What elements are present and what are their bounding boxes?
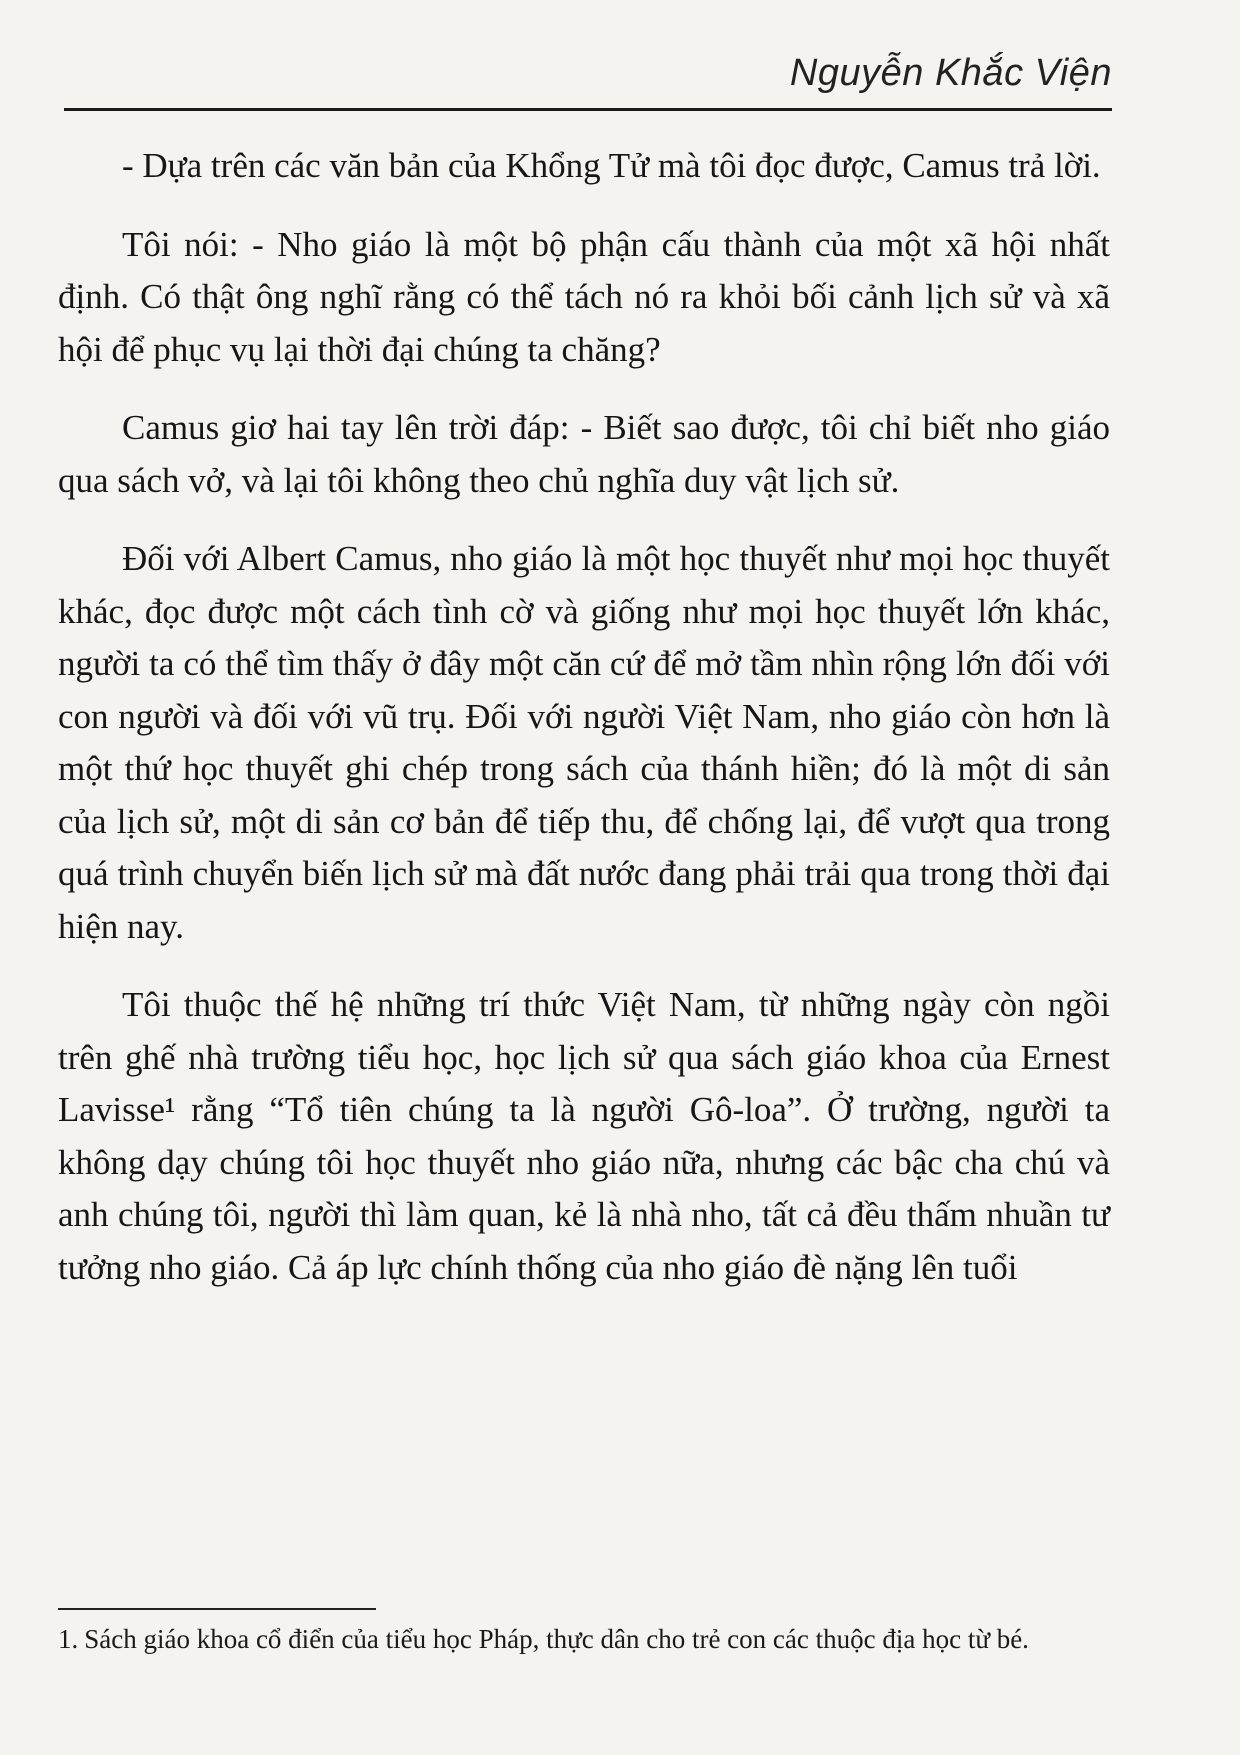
paragraph: Đối với Albert Camus, nho giáo là một học thuyết như mọi học thuyết khác, đọc được một cách tình cờ và giống như mọi học thuyết lớn khác, người ta có thể tìm thấy ở đây một căn cứ để mở tầm nhìn rộng lớn đối với con người và đối với vũ trụ. Đối với người Việt Nam, nho giáo còn hơn là một thứ học thuyết ghi chép trong sách của thánh hiền; đó là một di sản của lịch sử, một di sản cơ bản để tiếp thu, để chống lại, để vượt qua trong quá trình chuyển biến lịch sử mà đất nước đang phải trải qua trong thời đại hiện nay. — [58, 539, 1110, 946]
footnote-text: Sách giáo khoa cổ điển của tiểu học Pháp, thực dân cho trẻ con các thuộc địa học từ bé. — [84, 1624, 1029, 1654]
paragraph: Tôi thuộc thế hệ những trí thức Việt Nam, từ những ngày còn ngồi trên ghế nhà trường tiểu học, học lịch sử qua sách giáo khoa của Ernest Lavisse¹ rằng “Tổ tiên chúng ta là người Gô-loa”. Ở trường, người ta không dạy chúng tôi học thuyết nho giáo nữa, nhưng các bậc cha chú và anh chúng tôi, người thì làm quan, kẻ là nhà nho, tất cả đều thấm nhuần tư tưởng nho giáo. Cả áp lực chính thống của nho giáo đè nặng lên tuổi — [58, 985, 1110, 1287]
header-rule — [64, 108, 1112, 111]
footnote-marker: 1. — [58, 1624, 79, 1654]
paragraph: - Dựa trên các văn bản của Khổng Tử mà tôi đọc được, Camus trả lời. — [122, 146, 1101, 185]
footnote-rule — [58, 1608, 376, 1610]
body-text — [58, 140, 1110, 1320]
paragraph: Camus giơ hai tay lên trời đáp: - Biết sao được, tôi chỉ biết nho giáo qua sách vở, và lại tôi không theo chủ nghĩa duy vật lịch sử. — [58, 408, 1110, 500]
paragraph: Tôi nói: - Nho giáo là một bộ phận cấu thành của một xã hội nhất định. Có thật ông nghĩ rằng có thể tách nó ra khỏi bối cảnh lịch sử và xã hội để phục vụ lại thời đại chúng ta chăng? — [58, 224, 1110, 369]
footnote — [58, 1618, 1110, 1660]
running-header: Nguyễn Khắc Viện — [789, 52, 1112, 94]
